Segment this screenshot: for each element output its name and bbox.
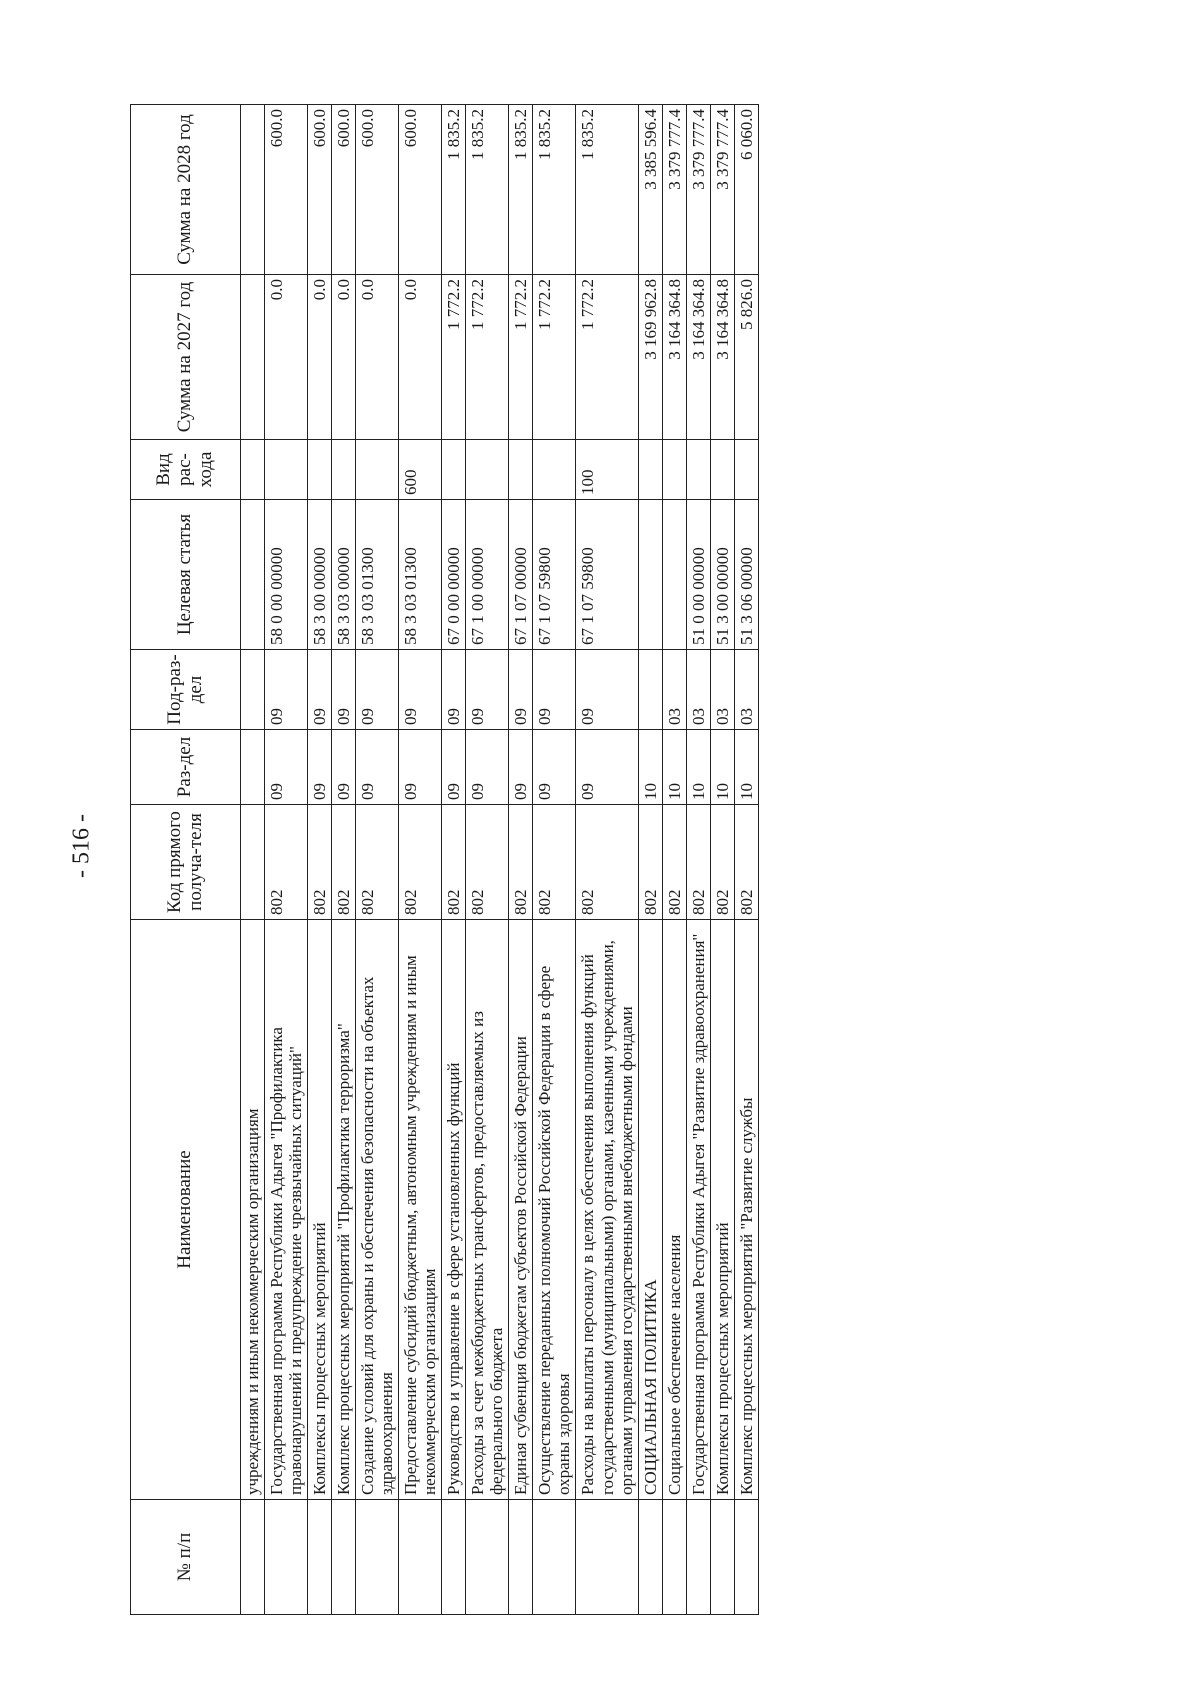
cell-target: 51 3 00 00000 (710, 500, 734, 650)
cell-target (662, 500, 686, 650)
cell-sum2028: 600.0 (399, 105, 442, 275)
cell-name: Комплекс процессных мероприятий "Профилактика терроризма" (332, 920, 356, 1500)
cell-expense (638, 440, 662, 500)
cell-no (710, 1500, 734, 1615)
cell-expense (308, 440, 332, 500)
cell-recipient: 802 (442, 805, 466, 920)
cell-section: 09 (533, 730, 576, 805)
cell-recipient: 802 (638, 805, 662, 920)
cell-no (662, 1500, 686, 1615)
cell-target: 67 1 07 59800 (533, 500, 576, 650)
cell-no (638, 1500, 662, 1615)
cell-section: 09 (576, 730, 638, 805)
cell-expense (442, 440, 466, 500)
cell-expense (734, 440, 758, 500)
cell-name: Комплексы процессных мероприятий (308, 920, 332, 1500)
table-row (442, 105, 466, 1615)
cell-target: 58 3 03 01300 (399, 500, 442, 650)
cell-expense (533, 440, 576, 500)
cell-sum2028: 3 379 777.4 (662, 105, 686, 275)
cell-sum2027: 3 164 364.8 (686, 275, 710, 440)
cell-target: 58 3 00 00000 (308, 500, 332, 650)
cell-sum2027: 0.0 (332, 275, 356, 440)
cell-section: 09 (308, 730, 332, 805)
cell-subsection: 09 (509, 650, 533, 730)
cell-no (308, 1500, 332, 1615)
cell-section: 10 (710, 730, 734, 805)
cell-sum2028: 3 385 596.4 (638, 105, 662, 275)
cell-target (638, 500, 662, 650)
cell-recipient (241, 805, 265, 920)
cell-name: Создание условий для охраны и обеспечения безопасности на объектах здравоохранения (356, 920, 399, 1500)
cell-subsection (241, 650, 265, 730)
cell-section: 09 (509, 730, 533, 805)
cell-target: 67 0 00 00000 (442, 500, 466, 650)
cell-recipient: 802 (710, 805, 734, 920)
cell-no (686, 1500, 710, 1615)
cell-section: 10 (638, 730, 662, 805)
cell-target: 67 1 07 00000 (509, 500, 533, 650)
cell-no (399, 1500, 442, 1615)
cell-sum2028: 600.0 (308, 105, 332, 275)
cell-name: Осуществление переданных полномочий Российской Федерации в сфере охраны здоровья (533, 920, 576, 1500)
cell-sum2027 (241, 275, 265, 440)
cell-name: Комплексы процессных мероприятий (710, 920, 734, 1500)
cell-no (442, 1500, 466, 1615)
cell-section: 09 (466, 730, 509, 805)
cell-recipient: 802 (466, 805, 509, 920)
cell-sum2027: 1 772.2 (442, 275, 466, 440)
cell-sum2028: 1 835.2 (576, 105, 638, 275)
cell-expense (356, 440, 399, 500)
cell-sum2027: 1 772.2 (509, 275, 533, 440)
cell-expense: 100 (576, 440, 638, 500)
cell-target: 67 1 00 00000 (466, 500, 509, 650)
cell-subsection: 03 (710, 650, 734, 730)
cell-subsection: 03 (686, 650, 710, 730)
cell-section: 10 (734, 730, 758, 805)
table-row (576, 105, 638, 1615)
cell-section: 10 (662, 730, 686, 805)
cell-no (734, 1500, 758, 1615)
cell-name: Государственная программа Республики Адыгея "Профилактика правонарушений и предупреждение чрезвычайных ситуаций" (265, 920, 308, 1500)
cell-subsection: 09 (308, 650, 332, 730)
cell-target (241, 500, 265, 650)
cell-recipient: 802 (576, 805, 638, 920)
cell-sum2027: 3 164 364.8 (710, 275, 734, 440)
cell-recipient: 802 (399, 805, 442, 920)
cell-subsection: 09 (356, 650, 399, 730)
cell-name: Расходы на выплаты персоналу в целях обеспечения выполнения функций государственными (муниципальными) органами, казенными учреждениями, органами управления государственными внебюджетными фондами (576, 920, 638, 1500)
cell-expense (265, 440, 308, 500)
header-expense: Вид рас-хода (131, 440, 241, 500)
table-row (399, 105, 442, 1615)
cell-section: 10 (686, 730, 710, 805)
cell-recipient: 802 (265, 805, 308, 920)
cell-section (241, 730, 265, 805)
header-subsection: Под-раз-дел (131, 650, 241, 730)
cell-section: 09 (399, 730, 442, 805)
cell-subsection: 09 (576, 650, 638, 730)
cell-sum2028 (241, 105, 265, 275)
cell-no (356, 1500, 399, 1615)
cell-sum2028: 600.0 (356, 105, 399, 275)
header-sum2028: Сумма на 2028 год (131, 105, 241, 275)
cell-sum2027: 3 164 364.8 (662, 275, 686, 440)
cell-sum2028: 1 835.2 (533, 105, 576, 275)
cell-recipient: 802 (734, 805, 758, 920)
cell-expense (710, 440, 734, 500)
cell-subsection: 09 (332, 650, 356, 730)
cell-recipient: 802 (356, 805, 399, 920)
cell-target: 58 0 00 00000 (265, 500, 308, 650)
cell-expense (466, 440, 509, 500)
cell-sum2028: 600.0 (332, 105, 356, 275)
cell-subsection (638, 650, 662, 730)
header-name: Наименование (131, 920, 241, 1500)
cell-recipient: 802 (686, 805, 710, 920)
cell-subsection: 03 (662, 650, 686, 730)
cell-sum2027: 3 169 962.8 (638, 275, 662, 440)
cell-recipient: 802 (509, 805, 533, 920)
cell-name: Комплекс процессных мероприятий "Развитие службы (734, 920, 758, 1500)
cell-no (466, 1500, 509, 1615)
cell-no (332, 1500, 356, 1615)
table-row (686, 105, 710, 1615)
cell-subsection: 09 (399, 650, 442, 730)
table-row (533, 105, 576, 1615)
cell-sum2027: 1 772.2 (576, 275, 638, 440)
cell-sum2027: 1 772.2 (466, 275, 509, 440)
cell-name: СОЦИАЛЬНАЯ ПОЛИТИКА (638, 920, 662, 1500)
cell-target: 58 3 03 00000 (332, 500, 356, 650)
cell-no (576, 1500, 638, 1615)
rotated-page (130, 105, 1040, 1615)
table-row (509, 105, 533, 1615)
cell-sum2027: 5 826.0 (734, 275, 758, 440)
table-row (638, 105, 662, 1615)
cell-sum2028: 1 835.2 (466, 105, 509, 275)
table-row (734, 105, 758, 1615)
cell-recipient: 802 (533, 805, 576, 920)
cell-sum2027: 0.0 (265, 275, 308, 440)
cell-target: 51 0 00 00000 (686, 500, 710, 650)
header-recipient: Код прямого получа-теля (131, 805, 241, 920)
cell-no (533, 1500, 576, 1615)
table-row (308, 105, 332, 1615)
cell-subsection: 09 (466, 650, 509, 730)
cell-recipient: 802 (308, 805, 332, 920)
cell-sum2027: 1 772.2 (533, 275, 576, 440)
header-sum2027: Сумма на 2027 год (131, 275, 241, 440)
cell-name: Предоставление субсидий бюджетным, автономным учреждениям и иным некоммерческим организациям (399, 920, 442, 1500)
cell-subsection: 03 (734, 650, 758, 730)
header-target: Целевая статья (131, 500, 241, 650)
cell-expense (686, 440, 710, 500)
cell-subsection: 09 (533, 650, 576, 730)
budget-table (130, 104, 759, 1615)
cell-name: Государственная программа Республики Адыгея "Развитие здравоохранения" (686, 920, 710, 1500)
cell-expense (241, 440, 265, 500)
cell-recipient: 802 (332, 805, 356, 920)
table-row (332, 105, 356, 1615)
cell-sum2028: 1 835.2 (509, 105, 533, 275)
cell-section: 09 (356, 730, 399, 805)
cell-expense (662, 440, 686, 500)
cell-target: 51 3 06 00000 (734, 500, 758, 650)
cell-no (265, 1500, 308, 1615)
cell-name: Единая субвенция бюджетам субъектов Российской Федерации (509, 920, 533, 1500)
cell-section: 09 (442, 730, 466, 805)
table-row (466, 105, 509, 1615)
table-header-row (131, 105, 241, 1615)
cell-recipient: 802 (662, 805, 686, 920)
cell-sum2028: 6 060.0 (734, 105, 758, 275)
cell-no (241, 1500, 265, 1615)
table-row (241, 105, 265, 1615)
table-row (356, 105, 399, 1615)
cell-sum2027: 0.0 (308, 275, 332, 440)
cell-sum2028: 3 379 777.4 (710, 105, 734, 275)
cell-name: учреждениям и иным некоммерческим организациям (241, 920, 265, 1500)
cell-section: 09 (265, 730, 308, 805)
cell-sum2027: 0.0 (356, 275, 399, 440)
cell-subsection: 09 (265, 650, 308, 730)
cell-sum2028: 1 835.2 (442, 105, 466, 275)
cell-expense: 600 (399, 440, 442, 500)
cell-expense (509, 440, 533, 500)
cell-target: 58 3 03 01300 (356, 500, 399, 650)
cell-sum2028: 600.0 (265, 105, 308, 275)
table-row (710, 105, 734, 1615)
cell-no (509, 1500, 533, 1615)
cell-section: 09 (332, 730, 356, 805)
page-number: - 516 - (68, 814, 95, 878)
table-row (662, 105, 686, 1615)
cell-sum2027: 0.0 (399, 275, 442, 440)
cell-name: Социальное обеспечение населения (662, 920, 686, 1500)
cell-target: 67 1 07 59800 (576, 500, 638, 650)
table-row (265, 105, 308, 1615)
cell-expense (332, 440, 356, 500)
header-no: № п/п (131, 1500, 241, 1615)
cell-name: Расходы за счет межбюджетных трансфертов, предоставляемых из федерального бюджета (466, 920, 509, 1500)
cell-subsection: 09 (442, 650, 466, 730)
header-section: Раз-дел (131, 730, 241, 805)
cell-sum2028: 3 379 777.4 (686, 105, 710, 275)
cell-name: Руководство и управление в сфере установленных функций (442, 920, 466, 1500)
